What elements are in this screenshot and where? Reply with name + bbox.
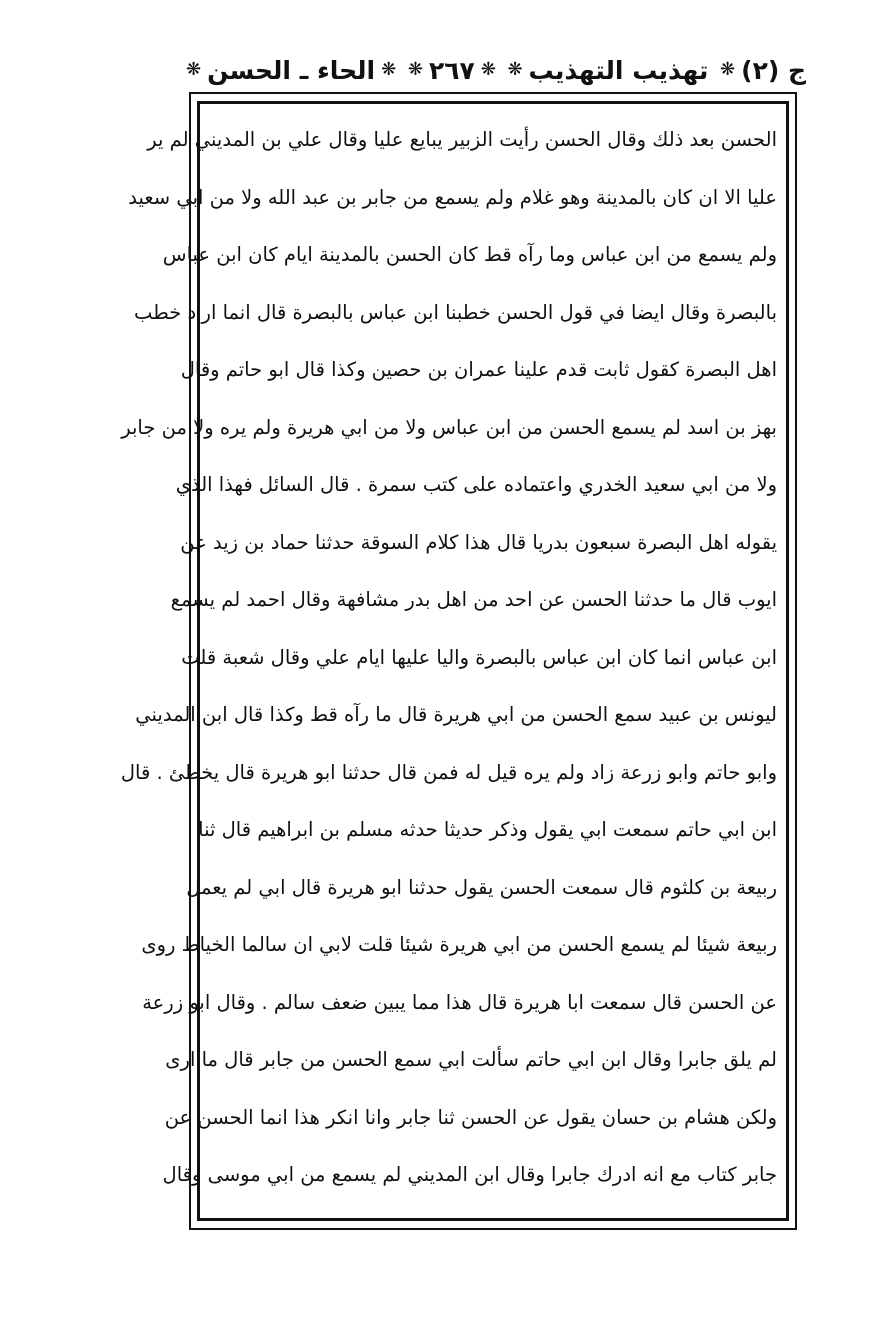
text-line: عليا الا ان كان بالمدينة وهو غلام ولم يسمع من جابر بن عبد الله ولا من ابي سعيد [128,185,777,209]
text-line: الحسن بعد ذلك وقال الحسن رأيت الزبير يبايع عليا وقال علي بن المديني لم ير [147,128,777,151]
text-line: لم يلق جابرا وقال ابن ابي حاتم سألت ابي سمع الحسن من جابر قال ما ارى [165,1048,777,1071]
text-line: ابن ابي حاتم سمعت ابي يقول وذكر حديثا حدثه مسلم بن ابراهيم قال ثنا [198,818,777,841]
header-section-group [186,56,396,85]
running-header [186,50,806,90]
text-line: ربيعة بن كلثوم قال سمعت الحسن يقول حدثنا ابو هريرة قال ابي لم يعمل [186,875,777,899]
text-line: ليونس بن عبيد سمع الحسن من ابي هريرة قال ما رآه قط وكذا قال ابن المديني [135,703,777,726]
body-text [120,115,777,1215]
page-number: ٢٦٧ [428,55,475,85]
text-line: ولكن هشام بن حسان يقول عن الحسن ثنا جابر وانا انكر هذا انما الحسن عن [164,1105,777,1129]
text-line: يقوله اهل البصرة سبعون بدريا قال هذا كلام السوقة حدثنا حماد بن زيد عن [180,530,777,554]
ornament-icon: ❋ [507,59,523,80]
header-page-group [408,56,496,85]
ornament-icon: ❋ [186,59,202,80]
ornament-icon: ❋ [381,59,397,80]
text-line: ايوب قال ما حدثنا الحسن عن احد من اهل بدر مشافهة وقال احمد لم يسمع [170,588,777,611]
text-line: عن الحسن قال سمعت ابا هريرة قال هذا مما يبين ضعف سالم . وقال ابو زرعة [142,990,777,1014]
text-line: بهز بن اسد لم يسمع الحسن من ابن عباس ولا من ابي هريرة ولم يره ولا من جابر [121,415,777,439]
text-line: اهل البصرة كقول ثابت قدم علينا عمران بن حصين وكذا قال ابو حاتم وقال [180,358,777,381]
text-line: وابو حاتم وابو زرعة زاد ولم يره قيل له فمن قال حدثنا ابو هريرة قال يخطئ . قال [120,760,777,784]
text-line: ولم يسمع من ابن عباس وما رآه قط كان الحسن بالمدينة ايام كان ابن عباس [162,243,777,266]
header-title-group [507,56,708,85]
ornament-icon: ❋ [407,59,423,80]
text-line: ربيعة شيئا لم يسمع الحسن من ابي هريرة شيئا قلت لابي ان سالما الخياط روى [141,933,777,956]
section-title: الحاء ـ الحسن [207,55,376,85]
text-line: ابن عباس انما كان ابن عباس بالبصرة واليا عليها ايام علي وقال شعبة قلت [181,645,777,669]
text-line: جابر كتاب مع انه ادرك جابرا وقال ابن المديني لم يسمع من ابي موسى وقال [162,1163,777,1186]
ornament-icon: ❋ [480,59,496,80]
text-line: ولا من ابي سعيد الخدري واعتماده على كتب سمرة . قال السائل فهذا الذي [175,473,777,496]
ornament-icon: ❋ [720,59,736,80]
book-title: تهذيب التهذيب [528,55,709,85]
volume-label: ج (٢) [741,55,806,85]
text-line: بالبصرة وقال ايضا في قول الحسن خطبنا ابن عباس بالبصرة قال انما اراد خطب [134,300,777,324]
header-volume-group [720,56,806,85]
